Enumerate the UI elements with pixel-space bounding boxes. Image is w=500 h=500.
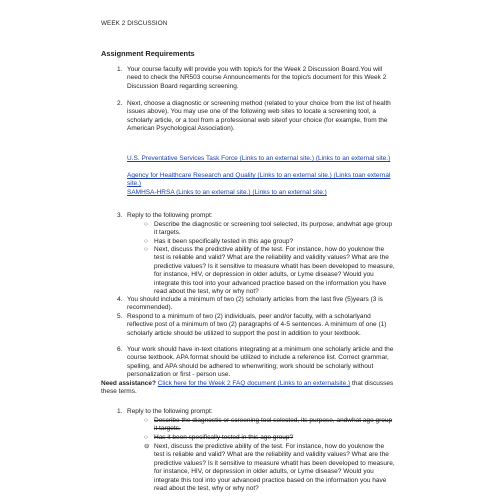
- bullet-1-text: Describe the diagnostic or screening tool selected, its purpose, andwhat age group it targets.: [154, 221, 393, 237]
- document-title: WEEK 2 DISCUSSION: [101, 20, 168, 27]
- item-6-text: Your work should have in-text citations integrating at a minimum one scholarly article and the course textbook. APA format should be utilized to include a reference list. Correct grammar, spelling, and APA should be adhered to whenwriting; work should be scholarly without personalization or first - person use.: [127, 346, 394, 379]
- item-4-number: 4.: [117, 296, 123, 303]
- item-1-text: Your course faculty will provide you with topic/s for the Week 2 Discussion Board.You will need to check the NR503 course Announcements for the topic/s document for this Week 2 Discussion Board regarding screening.: [127, 66, 387, 90]
- item-2-number: 2.: [117, 100, 123, 107]
- assistance-label: Need assistance?: [101, 380, 156, 387]
- item-3-number: 3.: [117, 212, 123, 219]
- repeat-item-number: 1.: [117, 408, 123, 415]
- link-uspstf[interactable]: [127, 155, 395, 163]
- item-2-text: Next, choose a diagnostic or screening method (related to your choice from the list of health issues above). You may use one of the following web sites to locate a screening tool, a scholarly article, or a tool from a professional web siteof your choice (for example, from the American Psychological Association).: [127, 100, 391, 133]
- repeat-bullet-3-text: Next, discuss the predictive ability of the test. For instance, how do youknow the test is reliable and valid? What are the reliability and validity values? What are the predictive values? Is it sensitive to measure whatit has been developed to measure, for instance, HIV, or depression in older adults, or Lyme disease? Would you integrate this tool into your advanced practice based on the information you have read about the test, why or why not?: [154, 443, 395, 493]
- uspstf-link[interactable]: U.S. Preventative Services Task Force (Links to an external site.) (Links to an external site.): [127, 155, 391, 162]
- item-5-text: Respond to a minimum of two (2) individuals, peer and/or faculty, with a scholarlyand reflective post of a minimum of two (2) paragraphs of 4-5 sentences. A minimum of one (1) scholarly article should be utilized to support the post in addition to your textbook.: [127, 313, 387, 337]
- repeat-prompt-text: Reply to the following prompt:: [127, 408, 213, 415]
- assistance-tail: that discusses these terms.: [101, 380, 394, 396]
- item-5-number: 5.: [117, 313, 123, 320]
- bullet-3-text: Next, discuss the predictive ability of the test. For instance, how do youknow the test is reliable and valid? What are the reliability and validity values? What are the predictive values? Is it sensitive to measure whatit has been developed to measure, for instance, HIV, or depression in older adults, or Lyme disease? Would you integrate this tool into your advanced practice based on the information you have read about the test, why or why not?: [154, 246, 395, 296]
- section-heading: Assignment Requirements: [101, 49, 195, 58]
- samhsa-link[interactable]: SAMHSA-HRSA (Links to an external site.) (Links to an external site.): [127, 189, 327, 196]
- item-3-text: Reply to the following prompt:: [127, 212, 213, 219]
- item-6-number: 6.: [117, 346, 123, 353]
- repeat-bullet-2-marker: ○: [144, 434, 148, 441]
- bullet-2-marker: ○: [144, 238, 148, 245]
- repeat-bullet-3-marker: ⊖: [144, 443, 150, 450]
- bullet-1-marker: ○: [144, 221, 148, 228]
- link-ahrq[interactable]: [127, 172, 395, 189]
- link-samhsa[interactable]: [127, 189, 395, 197]
- repeat-bullet-1-marker: ○: [144, 417, 148, 424]
- item-4-text: You should include a minimum of two (2) scholarly articles from the last five (5)years (3 is recommended).: [127, 296, 383, 312]
- repeat-bullet-2-text: Has it been specifically tested in this age group?: [154, 434, 294, 441]
- assistance-paragraph: [101, 380, 401, 397]
- ahrq-link[interactable]: Agency for Healthcare Research and Quality (Links to an external site.) (Links toan external site.): [127, 172, 391, 188]
- item-1-number: 1.: [117, 66, 123, 73]
- repeat-bullet-1-text: Describe the diagnostic or screening tool selected, its purpose, andwhat age group it targets.: [154, 417, 393, 433]
- bullet-2-text: Has it been specifically tested in this age group?: [154, 238, 294, 245]
- bullet-3-marker: ○: [144, 246, 148, 253]
- faq-link[interactable]: Click here for the Week 2 FAQ document (Links to an externalsite.): [157, 380, 351, 387]
